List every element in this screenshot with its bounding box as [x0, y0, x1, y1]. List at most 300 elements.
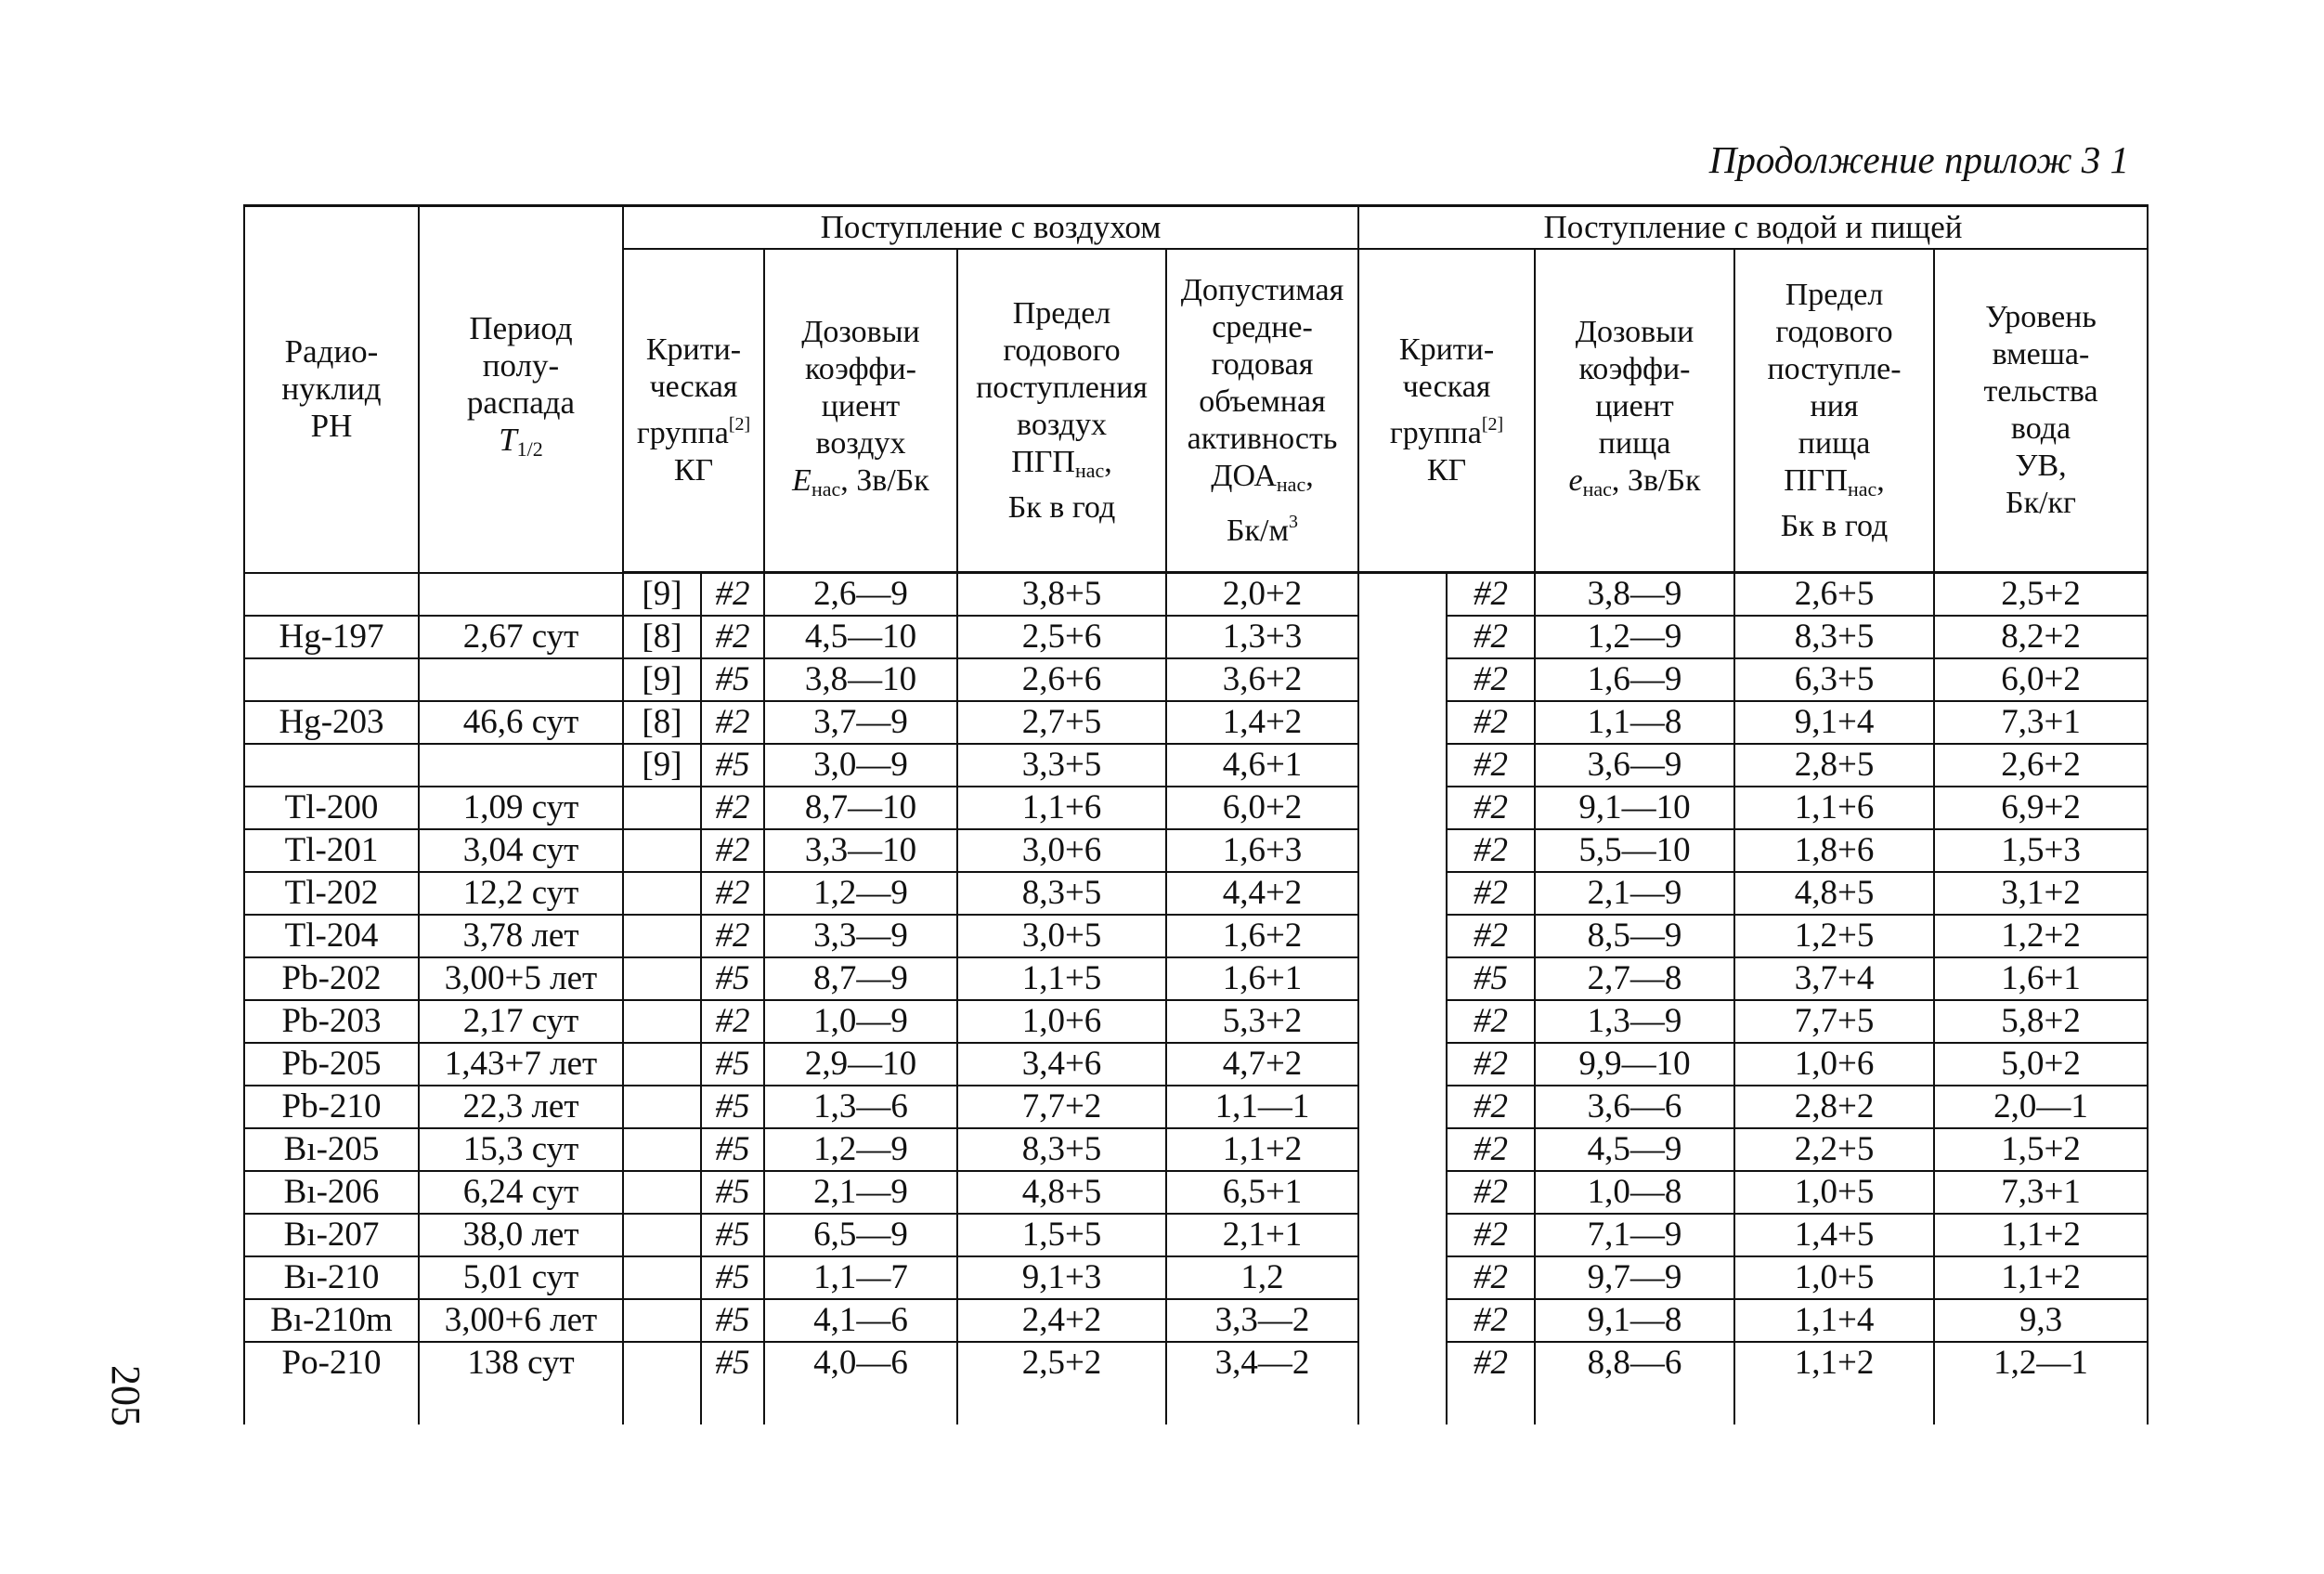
limit-air-cell: 1,5+5: [957, 1214, 1166, 1256]
limit-food-cell: 2,8+2: [1734, 1086, 1934, 1128]
header-dose-air-unit: , Зв/Бк: [840, 462, 929, 498]
table-row: [244, 915, 2148, 957]
blank-cell: [1358, 616, 1447, 658]
nuclide-cell: [244, 573, 419, 617]
intervention-cell: 9,3: [1934, 1299, 2148, 1342]
source-cell: [623, 872, 701, 915]
table-row: [244, 1000, 2148, 1043]
spacer-cell: [244, 1384, 419, 1424]
spacer-cell: [957, 1384, 1166, 1424]
blank-cell: [1358, 658, 1447, 701]
spacer-cell: [419, 1384, 623, 1424]
header-water-group: Поступление с водой и пищей: [1358, 206, 2148, 250]
limit-air-cell: 2,6+6: [957, 658, 1166, 701]
critical-group-air-cell: #5: [701, 744, 764, 787]
header-dose-water-line: циент: [1595, 388, 1674, 423]
header-critical-water-kg: КГ: [1426, 453, 1467, 488]
nuclide-cell: Bı-206: [244, 1171, 419, 1214]
limit-food-cell: 1,1+6: [1734, 787, 1934, 829]
header-intervention-level: [1934, 249, 2148, 573]
header-limit-air-comma: ,: [1104, 444, 1112, 479]
limit-food-cell: 6,3+5: [1734, 658, 1934, 701]
nuclide-cell: Pb-202: [244, 957, 419, 1000]
header-dose-air-line: Дозовыи: [801, 314, 920, 349]
blank-cell: [1358, 1086, 1447, 1128]
intervention-cell: 6,9+2: [1934, 787, 2148, 829]
spacer-cell: [701, 1384, 764, 1424]
limit-food-cell: 2,6+5: [1734, 573, 1934, 617]
blank-cell: [1358, 1171, 1447, 1214]
header-intervention-line: УВ,: [2015, 449, 2067, 483]
source-cell: [623, 1299, 701, 1342]
period-cell: 3,00+5 лет: [419, 957, 623, 1000]
critical-group-water-cell: #2: [1447, 1256, 1535, 1299]
dose-air-cell: 1,1—7: [764, 1256, 957, 1299]
dose-air-cell: 3,0—9: [764, 744, 957, 787]
doa-cell: 4,4+2: [1166, 872, 1358, 915]
header-critical-air-note: [2]: [728, 414, 751, 435]
header-nuclide-line: РН: [310, 408, 353, 445]
critical-group-air-cell: #2: [701, 701, 764, 744]
period-cell: 1,43+7 лет: [419, 1043, 623, 1086]
nuclide-cell: Pb-210: [244, 1086, 419, 1128]
header-nuclide-line: нуклид: [281, 371, 382, 408]
limit-food-cell: 9,1+4: [1734, 701, 1934, 744]
header-dose-coefficient-air: [764, 249, 957, 573]
period-cell: 2,67 сут: [419, 616, 623, 658]
limit-air-cell: 1,0+6: [957, 1000, 1166, 1043]
limit-air-cell: 1,1+6: [957, 787, 1166, 829]
critical-group-air-cell: #5: [701, 1299, 764, 1342]
header-dose-water-line: пища: [1598, 425, 1671, 461]
dose-air-cell: 2,9—10: [764, 1043, 957, 1086]
period-cell: 12,2 сут: [419, 872, 623, 915]
intervention-cell: 2,5+2: [1934, 573, 2148, 617]
source-cell: [9]: [623, 658, 701, 701]
period-cell: 5,01 сут: [419, 1256, 623, 1299]
radionuclide-table: [243, 204, 2149, 1424]
header-period-line: полу-: [482, 347, 560, 384]
intervention-cell: 1,5+2: [1934, 1128, 2148, 1171]
critical-group-water-cell: #2: [1447, 1299, 1535, 1342]
table-row: [244, 957, 2148, 1000]
header-period-line: распада: [466, 384, 576, 422]
limit-air-cell: 7,7+2: [957, 1086, 1166, 1128]
critical-group-water-cell: #2: [1447, 1043, 1535, 1086]
nuclide-cell: Bı-210m: [244, 1299, 419, 1342]
intervention-cell: 1,6+1: [1934, 957, 2148, 1000]
header-doa-subscript: нас: [1276, 472, 1306, 496]
radionuclide-table-frame: [243, 204, 2147, 1411]
blank-cell: [1358, 1000, 1447, 1043]
header-intake-limit-air: [957, 249, 1166, 573]
dose-air-cell: 6,5—9: [764, 1214, 957, 1256]
header-doa-line: объемная: [1199, 384, 1326, 419]
limit-food-cell: 1,0+5: [1734, 1171, 1934, 1214]
limit-food-cell: 1,1+2: [1734, 1342, 1934, 1384]
header-limit-water-line: годового: [1775, 314, 1893, 349]
header-intervention-line: вода: [2010, 411, 2071, 446]
nuclide-cell: Bı-210: [244, 1256, 419, 1299]
critical-group-air-cell: #5: [701, 1128, 764, 1171]
header-dose-water-unit: , Зв/Бк: [1611, 462, 1701, 498]
dose-food-cell: 4,5—9: [1535, 1128, 1734, 1171]
header-critical-water-line: ческая: [1402, 370, 1491, 404]
nuclide-cell: Bı-205: [244, 1128, 419, 1171]
source-cell: [623, 1000, 701, 1043]
dose-air-cell: 4,0—6: [764, 1342, 957, 1384]
limit-food-cell: 1,1+4: [1734, 1299, 1934, 1342]
header-dose-water-line: Дозовыи: [1575, 314, 1694, 349]
doa-cell: 3,3—2: [1166, 1299, 1358, 1342]
spacer-cell: [1447, 1384, 1535, 1424]
source-cell: [8]: [623, 701, 701, 744]
critical-group-water-cell: #2: [1447, 1171, 1535, 1214]
limit-air-cell: 2,5+2: [957, 1342, 1166, 1384]
header-limit-air-line: Предел: [1012, 295, 1111, 331]
limit-air-cell: 3,8+5: [957, 573, 1166, 617]
dose-air-cell: 2,1—9: [764, 1171, 957, 1214]
limit-food-cell: 3,7+4: [1734, 957, 1934, 1000]
dose-food-cell: 2,7—8: [1535, 957, 1734, 1000]
limit-food-cell: 4,8+5: [1734, 872, 1934, 915]
header-air-group: Поступление с воздухом: [623, 206, 1358, 250]
period-cell: 138 сут: [419, 1342, 623, 1384]
limit-air-cell: 3,3+5: [957, 744, 1166, 787]
table-row: [244, 1299, 2148, 1342]
header-dose-air-subscript: нас: [811, 476, 841, 501]
dose-air-cell: 8,7—10: [764, 787, 957, 829]
critical-group-air-cell: #5: [701, 1043, 764, 1086]
dose-food-cell: 3,6—6: [1535, 1086, 1734, 1128]
intervention-cell: 1,2+2: [1934, 915, 2148, 957]
blank-cell: [1358, 573, 1447, 617]
blank-cell: [1358, 701, 1447, 744]
dose-food-cell: 7,1—9: [1535, 1214, 1734, 1256]
period-cell: 3,04 сут: [419, 829, 623, 872]
dose-food-cell: 8,8—6: [1535, 1342, 1734, 1384]
critical-group-water-cell: #2: [1447, 1086, 1535, 1128]
blank-cell: [1358, 1043, 1447, 1086]
doa-cell: 1,1—1: [1166, 1086, 1358, 1128]
limit-air-cell: 2,4+2: [957, 1299, 1166, 1342]
intervention-cell: 1,5+3: [1934, 829, 2148, 872]
header-intervention-line: вмеша-: [1992, 337, 2090, 371]
table-row: [244, 787, 2148, 829]
doa-cell: 1,2: [1166, 1256, 1358, 1299]
header-dose-air-line: циент: [821, 388, 901, 423]
nuclide-cell: Hg-203: [244, 701, 419, 744]
nuclide-cell: Bı-207: [244, 1214, 419, 1256]
dose-food-cell: 1,0—8: [1535, 1171, 1734, 1214]
source-cell: [8]: [623, 616, 701, 658]
critical-group-water-cell: #2: [1447, 616, 1535, 658]
dose-air-cell: 1,2—9: [764, 1128, 957, 1171]
dose-air-cell: 2,6—9: [764, 573, 957, 617]
limit-food-cell: 2,2+5: [1734, 1128, 1934, 1171]
header-dose-air-line: воздух: [815, 425, 906, 461]
period-cell: 6,24 сут: [419, 1171, 623, 1214]
blank-cell: [1358, 787, 1447, 829]
intervention-cell: 6,0+2: [1934, 658, 2148, 701]
blank-cell: [1358, 915, 1447, 957]
dose-food-cell: 1,3—9: [1535, 1000, 1734, 1043]
critical-group-water-cell: #2: [1447, 915, 1535, 957]
header-limit-air-subscript: нас: [1074, 458, 1105, 482]
nuclide-cell: Tl-200: [244, 787, 419, 829]
source-cell: [623, 957, 701, 1000]
doa-cell: 1,4+2: [1166, 701, 1358, 744]
header-limit-water-line: Предел: [1785, 277, 1884, 312]
limit-air-cell: 3,4+6: [957, 1043, 1166, 1086]
header-limit-air-line: годового: [1003, 332, 1121, 368]
doa-cell: 6,0+2: [1166, 787, 1358, 829]
source-cell: [9]: [623, 744, 701, 787]
critical-group-water-cell: #2: [1447, 1000, 1535, 1043]
table-row: [244, 701, 2148, 744]
source-cell: [623, 1342, 701, 1384]
doa-cell: 4,6+1: [1166, 744, 1358, 787]
source-cell: [623, 1128, 701, 1171]
critical-group-water-cell: #2: [1447, 701, 1535, 744]
spacer-cell: [1358, 1384, 1447, 1424]
critical-group-water-cell: #5: [1447, 957, 1535, 1000]
group-header-row: [244, 206, 2148, 250]
header-doa-symbol: ДОА: [1211, 458, 1277, 493]
dose-air-cell: 3,8—10: [764, 658, 957, 701]
header-limit-air-symbol: ПГП: [1011, 444, 1075, 479]
nuclide-cell: [244, 744, 419, 787]
critical-group-air-cell: #2: [701, 573, 764, 617]
doa-cell: 5,3+2: [1166, 1000, 1358, 1043]
critical-group-air-cell: #2: [701, 872, 764, 915]
limit-air-cell: 2,7+5: [957, 701, 1166, 744]
intervention-cell: 1,1+2: [1934, 1214, 2148, 1256]
limit-food-cell: 1,8+6: [1734, 829, 1934, 872]
period-cell: [419, 658, 623, 701]
header-limit-water-symbol: ПГП: [1784, 462, 1848, 498]
header-period: [419, 206, 623, 573]
table-row: [244, 829, 2148, 872]
header-intake-limit-food: [1734, 249, 1934, 573]
header-dose-air-line: коэффи-: [805, 351, 916, 386]
critical-group-water-cell: #2: [1447, 872, 1535, 915]
source-cell: [623, 915, 701, 957]
header-limit-water-line: пища: [1798, 425, 1871, 461]
header-limit-air-unit: Бк в год: [1007, 489, 1116, 525]
spacer-cell: [1934, 1384, 2148, 1424]
spacer-cell: [764, 1384, 957, 1424]
header-critical-group-water: [1358, 249, 1535, 573]
doa-cell: 1,3+3: [1166, 616, 1358, 658]
spacer-cell: [623, 1384, 701, 1424]
table-row: [244, 744, 2148, 787]
blank-cell: [1358, 1128, 1447, 1171]
critical-group-air-cell: #2: [701, 616, 764, 658]
dose-food-cell: 8,5—9: [1535, 915, 1734, 957]
blank-cell: [1358, 1342, 1447, 1384]
nuclide-cell: Po-210: [244, 1342, 419, 1384]
dose-food-cell: 2,1—9: [1535, 872, 1734, 915]
header-doa-line: годовая: [1211, 346, 1314, 382]
header-limit-water-line: ния: [1810, 388, 1859, 423]
critical-group-air-cell: #2: [701, 829, 764, 872]
spacer-cell: [1734, 1384, 1934, 1424]
dose-food-cell: 9,7—9: [1535, 1256, 1734, 1299]
critical-group-water-cell: #2: [1447, 1128, 1535, 1171]
header-critical-air-kg: КГ: [673, 453, 714, 488]
critical-group-air-cell: #5: [701, 1171, 764, 1214]
intervention-cell: 3,1+2: [1934, 872, 2148, 915]
limit-food-cell: 2,8+5: [1734, 744, 1934, 787]
table-row: [244, 872, 2148, 915]
period-cell: 3,00+6 лет: [419, 1299, 623, 1342]
limit-air-cell: 1,1+5: [957, 957, 1166, 1000]
dose-food-cell: 1,1—8: [1535, 701, 1734, 744]
source-cell: [623, 1256, 701, 1299]
nuclide-cell: Tl-201: [244, 829, 419, 872]
dose-air-cell: 3,7—9: [764, 701, 957, 744]
doa-cell: 6,5+1: [1166, 1171, 1358, 1214]
header-dose-water-line: коэффи-: [1578, 351, 1691, 386]
period-cell: 38,0 лет: [419, 1214, 623, 1256]
period-cell: 46,6 сут: [419, 701, 623, 744]
nuclide-cell: Tl-202: [244, 872, 419, 915]
critical-group-air-cell: #5: [701, 1214, 764, 1256]
table-row: [244, 1342, 2148, 1384]
header-period-symbol: T: [499, 422, 517, 459]
critical-group-water-cell: #2: [1447, 787, 1535, 829]
period-cell: 1,09 сут: [419, 787, 623, 829]
table-row: [244, 1086, 2148, 1128]
doa-cell: 1,6+2: [1166, 915, 1358, 957]
critical-group-air-cell: #2: [701, 1000, 764, 1043]
nuclide-cell: Hg-197: [244, 616, 419, 658]
source-cell: [623, 1086, 701, 1128]
table-row: [244, 1214, 2148, 1256]
doa-cell: 1,6+1: [1166, 957, 1358, 1000]
source-cell: [623, 829, 701, 872]
blank-cell: [1358, 1256, 1447, 1299]
table-row: [244, 658, 2148, 701]
header-nuclide-line: Радио-: [284, 333, 379, 371]
table-caption: Продолжение прилож 3 1: [1708, 138, 2129, 181]
spacer-cell: [1535, 1384, 1734, 1424]
header-doa-unit: Бк/м: [1227, 513, 1290, 548]
critical-group-air-cell: #5: [701, 957, 764, 1000]
blank-cell: [1358, 957, 1447, 1000]
nuclide-cell: Pb-203: [244, 1000, 419, 1043]
nuclide-cell: [244, 658, 419, 701]
dose-food-cell: 3,8—9: [1535, 573, 1734, 617]
header-limit-water-comma: ,: [1876, 462, 1885, 498]
header-nuclide: [244, 206, 419, 573]
intervention-cell: 7,3+1: [1934, 701, 2148, 744]
header-intervention-line: тельства: [1983, 374, 2098, 409]
doa-cell: 1,6+3: [1166, 829, 1358, 872]
spacer-cell: [1166, 1384, 1358, 1424]
header-dose-water-subscript: нас: [1582, 476, 1612, 501]
intervention-cell: 5,0+2: [1934, 1043, 2148, 1086]
period-cell: 15,3 сут: [419, 1128, 623, 1171]
blank-cell: [1358, 829, 1447, 872]
limit-air-cell: 2,5+6: [957, 616, 1166, 658]
limit-food-cell: 1,4+5: [1734, 1214, 1934, 1256]
dose-air-cell: 8,7—9: [764, 957, 957, 1000]
dose-food-cell: 9,1—8: [1535, 1299, 1734, 1342]
header-doa-comma: ,: [1305, 458, 1314, 493]
critical-group-water-cell: #2: [1447, 658, 1535, 701]
limit-food-cell: 8,3+5: [1734, 616, 1934, 658]
dose-air-cell: 1,2—9: [764, 872, 957, 915]
header-limit-water-line: поступле-: [1767, 351, 1902, 386]
dose-food-cell: 1,6—9: [1535, 658, 1734, 701]
limit-food-cell: 7,7+5: [1734, 1000, 1934, 1043]
period-cell: [419, 573, 623, 617]
table-row: [244, 1171, 2148, 1214]
source-cell: [623, 1043, 701, 1086]
doa-cell: 3,6+2: [1166, 658, 1358, 701]
dose-food-cell: 5,5—10: [1535, 829, 1734, 872]
limit-air-cell: 9,1+3: [957, 1256, 1166, 1299]
source-cell: [9]: [623, 573, 701, 617]
limit-food-cell: 1,0+5: [1734, 1256, 1934, 1299]
intervention-cell: 2,0—1: [1934, 1086, 2148, 1128]
critical-group-air-cell: #5: [701, 1342, 764, 1384]
dose-food-cell: 9,1—10: [1535, 787, 1734, 829]
header-period-subscript: 1/2: [516, 437, 543, 462]
header-critical-water-note: [2]: [1481, 414, 1504, 435]
dose-air-cell: 1,3—6: [764, 1086, 957, 1128]
header-critical-air-line: Крити-: [645, 332, 742, 367]
intervention-cell: 1,1+2: [1934, 1256, 2148, 1299]
nuclide-cell: Pb-205: [244, 1043, 419, 1086]
header-critical-group-air: [623, 249, 764, 573]
blank-cell: [1358, 1299, 1447, 1342]
dose-air-cell: 4,5—10: [764, 616, 957, 658]
dose-food-cell: 1,2—9: [1535, 616, 1734, 658]
intervention-cell: 1,2—1: [1934, 1342, 2148, 1384]
critical-group-water-cell: #2: [1447, 744, 1535, 787]
intervention-cell: 5,8+2: [1934, 1000, 2148, 1043]
critical-group-water-cell: #2: [1447, 829, 1535, 872]
source-cell: [623, 1171, 701, 1214]
header-intervention-line: Бк/кг: [2006, 486, 2076, 520]
intervention-cell: 2,6+2: [1934, 744, 2148, 787]
dose-food-cell: 9,9—10: [1535, 1043, 1734, 1086]
table-row: [244, 1043, 2148, 1086]
header-doa-superscript: 3: [1289, 511, 1299, 532]
source-cell: [623, 1214, 701, 1256]
critical-group-air-cell: #5: [701, 658, 764, 701]
critical-group-air-cell: #2: [701, 787, 764, 829]
header-dose-water-symbol: e: [1568, 462, 1583, 498]
dose-air-cell: 4,1—6: [764, 1299, 957, 1342]
doa-cell: 2,0+2: [1166, 573, 1358, 617]
blank-cell: [1358, 872, 1447, 915]
period-cell: 3,78 лет: [419, 915, 623, 957]
limit-air-cell: 3,0+5: [957, 915, 1166, 957]
header-dose-coefficient-food: [1535, 249, 1734, 573]
dose-air-cell: 3,3—9: [764, 915, 957, 957]
limit-air-cell: 3,0+6: [957, 829, 1166, 872]
doa-cell: 4,7+2: [1166, 1043, 1358, 1086]
dose-air-cell: 3,3—10: [764, 829, 957, 872]
header-limit-water-subscript: нас: [1847, 476, 1877, 501]
critical-group-water-cell: #2: [1447, 1342, 1535, 1384]
period-cell: [419, 744, 623, 787]
dose-food-cell: 3,6—9: [1535, 744, 1734, 787]
